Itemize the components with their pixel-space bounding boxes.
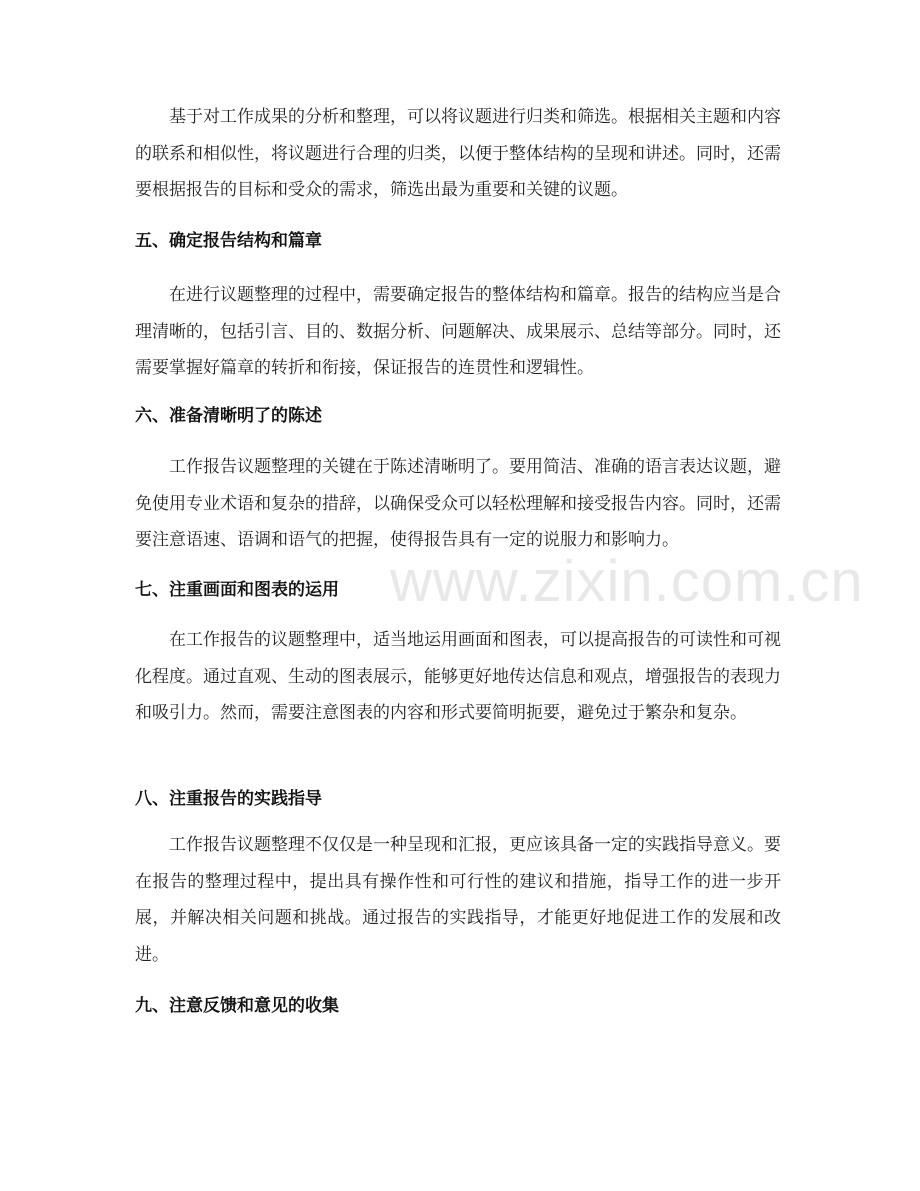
section-heading-8: 八、注重报告的实践指导 <box>135 789 322 809</box>
paragraph-section-8: 工作报告议题整理不仅仅是一种呈现和汇报，更应该具备一定的实践指导意义。要在报告的整理过程中，提出具有操作性和可行性的建议和措施，指导工作的进一步开展，并解决相关问题和挑战。通过报告的实践指导，才能更好地促进工作的发展和改进。 <box>135 835 781 965</box>
section-heading-7: 七、注重画面和图表的运用 <box>135 580 339 600</box>
section-heading-9: 九、注意反馈和意见的收集 <box>135 996 339 1016</box>
paragraph-section-7: 在工作报告的议题整理中，适当地运用画面和图表，可以提高报告的可读性和可视化程度。通过直观、生动的图表展示，能够更好地传达信息和观点，增强报告的表现力和吸引力。然而，需要注意图表的内容和形式要简明扼要，避免过于繁杂和复杂。 <box>135 630 781 723</box>
paragraph-section-5: 在进行议题整理的过程中，需要确定报告的整体结构和篇章。报告的结构应当是合理清晰的，包括引言、目的、数据分析、问题解决、成果展示、总结等部分。同时，还需要掌握好篇章的转折和衔接，保证报告的连贯性和逻辑性。 <box>135 285 781 378</box>
watermark: www.zixin.com.cn <box>390 549 864 614</box>
paragraph-section-6: 工作报告议题整理的关键在于陈述清晰明了。要用简洁、准确的语言表达议题，避免使用专业术语和复杂的措辞，以确保受众可以轻松理解和接受报告内容。同时，还需要注意语速、语调和语气的把握，使得报告具有一定的说服力和影响力。 <box>135 457 781 550</box>
paragraph-intro: 基于对工作成果的分析和整理，可以将议题进行归类和筛选。根据相关主题和内容的联系和相似性，将议题进行合理的归类，以便于整体结构的呈现和讲述。同时，还需要根据报告的目标和受众的需求，筛选出最为重要和关键的议题。 <box>135 107 781 200</box>
section-heading-5: 五、确定报告结构和篇章 <box>135 231 322 251</box>
section-heading-6: 六、准备清晰明了的陈述 <box>135 406 322 426</box>
